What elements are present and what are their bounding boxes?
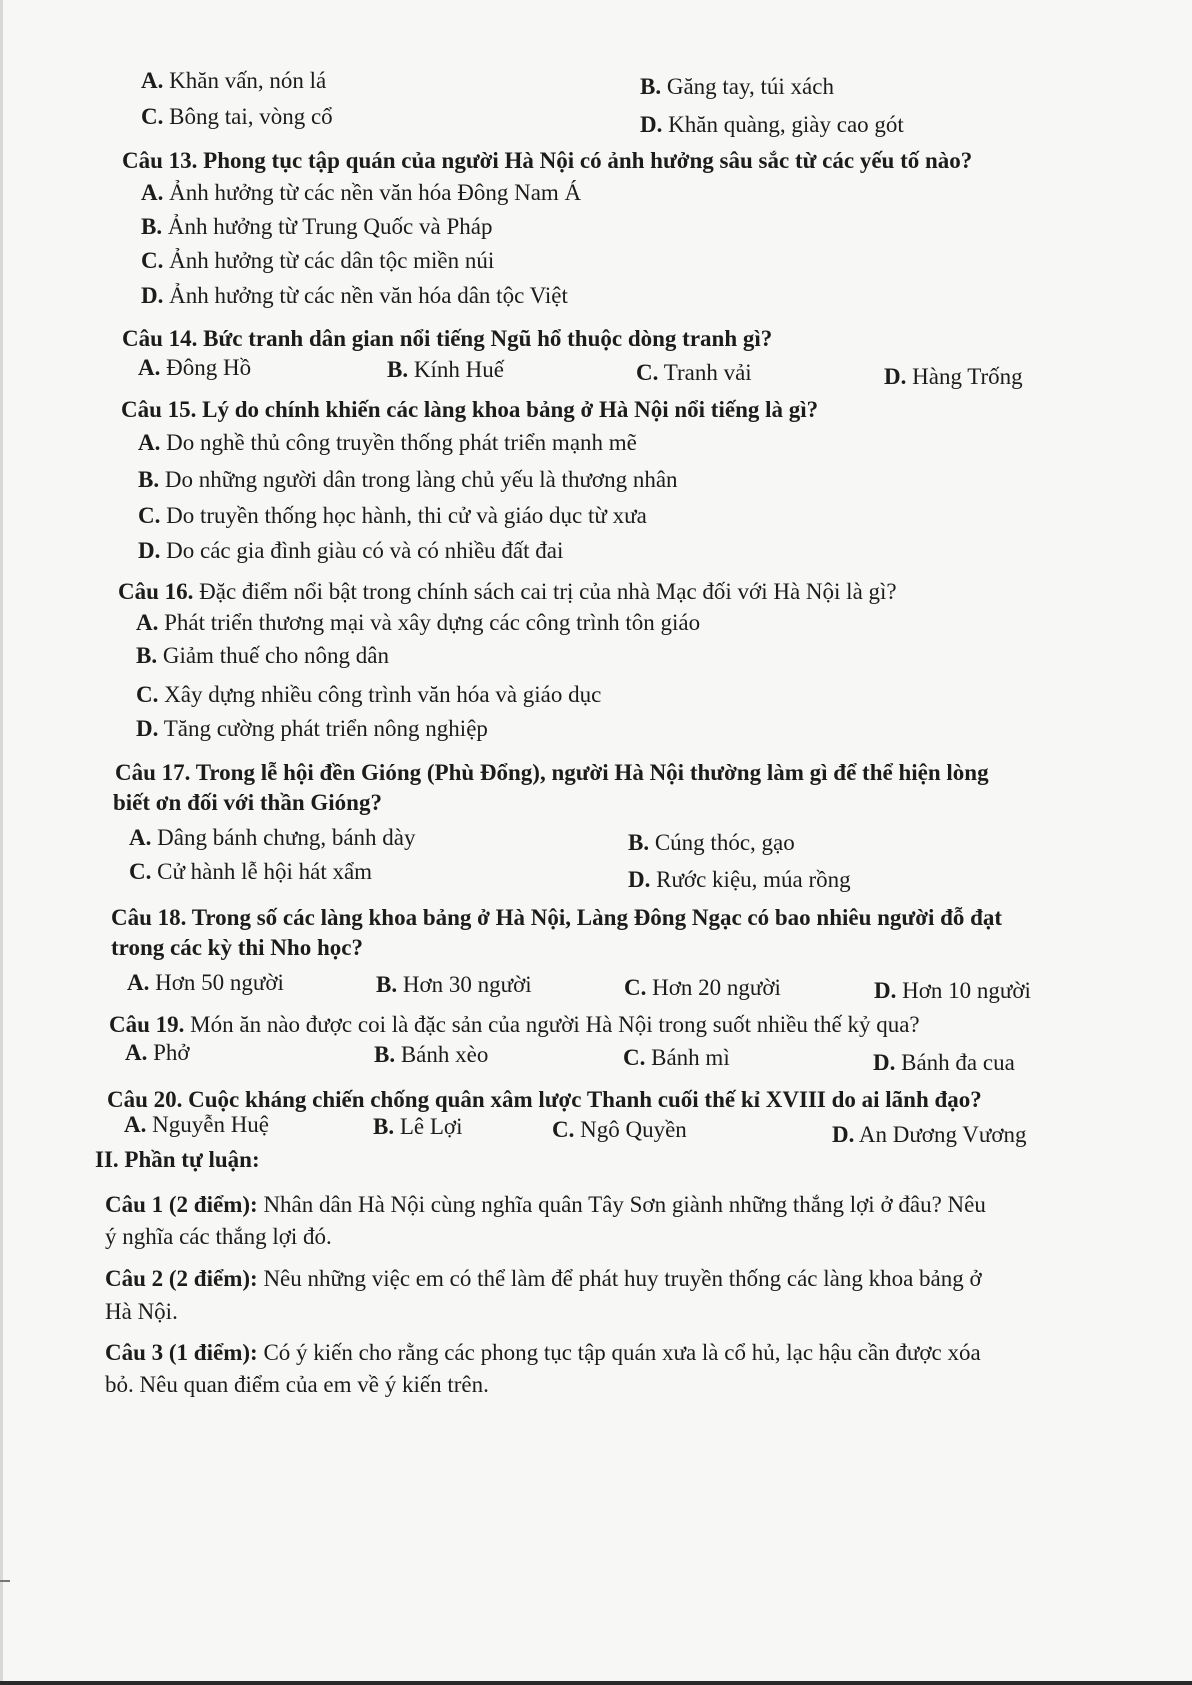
q20-option-b: B. Lê Lợi [373,1114,463,1139]
q16-option-a: A. Phát triển thương mại và xây dựng các công trình tôn giáo [136,610,701,635]
q14-option-b: B. Kính Huế [387,357,504,382]
q20-option-c: C. Ngô Quyền [552,1117,687,1142]
q18-question-line1: Câu 18. Trong số các làng khoa bảng ở Hà Nội, Làng Đông Ngạc có bao nhiêu người đỗ đạt [111,905,1003,930]
q15-option-d: D. Do các gia đình giàu có và có nhiều đất đai [138,538,564,563]
scan-edge-left [0,0,3,1685]
q18-option-a: A. Hơn 50 người [127,970,284,995]
q17-option-a: A. Dâng bánh chưng, bánh dày [129,825,416,850]
essay-3-line1: Câu 3 (1 điểm): Có ý kiến cho rằng các phong tục tập quán xưa là cổ hủ, lạc hậu cần được xóa [105,1340,981,1365]
q18-option-d: D. Hơn 10 người [874,978,1031,1003]
q12-option-c: C. Bông tai, vòng cổ [141,104,333,129]
q17-question-line2: biết ơn đối với thần Gióng? [113,790,382,815]
q20-option-a: A. Nguyễn Huệ [124,1112,270,1137]
q20-question: Câu 20. Cuộc kháng chiến chống quân xâm lược Thanh cuối thế kỉ XVIII do ai lãnh đạo? [107,1087,982,1112]
q14-question: Câu 14. Bức tranh dân gian nổi tiếng Ngũ hổ thuộc dòng tranh gì? [122,326,773,351]
q19-option-a: A. Phở [125,1040,190,1065]
q12-option-a: A. Khăn vấn, nón lá [141,68,327,93]
q12-option-d: D. Khăn quàng, giày cao gót [640,112,904,137]
q17-option-c: C. Cử hành lễ hội hát xẩm [129,859,373,884]
scan-edge-mark [0,1580,10,1582]
q18-option-c: C. Hơn 20 người [624,975,781,1000]
q15-option-a: A. Do nghề thủ công truyền thống phát triển mạnh mẽ [138,430,637,455]
q17-question-line1: Câu 17. Trong lễ hội đền Gióng (Phù Đổng), người Hà Nội thường làm gì để thể hiện lòng [115,760,989,785]
q16-option-b: B. Giảm thuế cho nông dân [136,643,389,668]
q18-option-b: B. Hơn 30 người [376,972,532,997]
essay-2-line2: Hà Nội. [105,1299,178,1324]
q19-question: Câu 19. Món ăn nào được coi là đặc sản của người Hà Nội trong suốt nhiều thế kỷ qua? [109,1012,920,1037]
q20-option-d: D. An Dương Vương [832,1122,1027,1147]
q13-option-c: C. Ảnh hưởng từ các dân tộc miền núi [141,248,495,273]
q15-option-b: B. Do những người dân trong làng chủ yếu là thương nhân [138,467,678,492]
q17-option-d: D. Rước kiệu, múa rồng [628,867,851,892]
q15-option-c: C. Do truyền thống học hành, thi cử và giáo dục từ xưa [138,503,647,528]
q16-question: Câu 16. Đặc điểm nổi bật trong chính sách cai trị của nhà Mạc đối với Hà Nội là gì? [118,579,897,604]
q13-option-b: B. Ảnh hưởng từ Trung Quốc và Pháp [141,214,493,239]
q14-option-c: C. Tranh vải [636,360,752,385]
q18-question-line2: trong các kỳ thi Nho học? [111,935,363,960]
q19-option-c: C. Bánh mì [623,1045,730,1070]
essay-3-line2: bỏ. Nêu quan điểm của em về ý kiến trên. [105,1372,489,1397]
q14-option-d: D. Hàng Trống [884,364,1023,389]
essay-1-line2: ý nghĩa các thắng lợi đó. [105,1224,332,1249]
q12-option-b: B. Găng tay, túi xách [640,74,834,99]
q19-option-d: D. Bánh đa cua [873,1050,1015,1075]
q16-option-d: D. Tăng cường phát triển nông nghiệp [136,716,488,741]
q15-question: Câu 15. Lý do chính khiến các làng khoa bảng ở Hà Nội nổi tiếng là gì? [121,397,819,422]
essay-2-line1: Câu 2 (2 điểm): Nêu những việc em có thể làm để phát huy truyền thống các làng khoa bảng ở [105,1266,982,1291]
q14-option-a: A. Đông Hồ [138,355,252,380]
scan-edge-bottom [0,1681,1192,1685]
section-essay-title: II. Phần tự luận: [95,1147,260,1172]
q13-option-d: D. Ảnh hưởng từ các nền văn hóa dân tộc Việt [141,283,568,308]
q17-option-b: B. Cúng thóc, gạo [628,830,795,855]
q16-option-c: C. Xây dựng nhiều công trình văn hóa và giáo dục [136,682,602,707]
q13-option-a: A. Ảnh hưởng từ các nền văn hóa Đông Nam Á [141,180,582,205]
q19-option-b: B. Bánh xèo [374,1042,489,1067]
q13-question: Câu 13. Phong tục tập quán của người Hà Nội có ảnh hưởng sâu sắc từ các yếu tố nào? [122,148,973,173]
essay-1-line1: Câu 1 (2 điểm): Nhân dân Hà Nội cùng nghĩa quân Tây Sơn giành những thắng lợi ở đâu? Nêu [105,1192,986,1217]
